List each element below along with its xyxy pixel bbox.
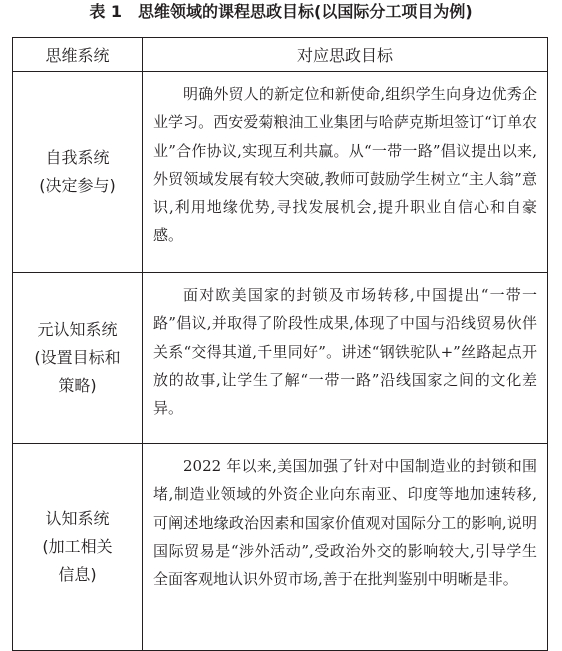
system-detail: (决定参与)	[39, 176, 116, 195]
table-row	[13, 444, 548, 651]
system-detail: (加工相关信息)	[42, 537, 113, 584]
goals-table	[12, 37, 548, 651]
system-name: 自我系统	[45, 148, 110, 167]
column-header-system: 思维系统	[13, 38, 143, 72]
goal-cell: 面对欧美国家的封锁及市场转移,中国提出“一带一路”倡议,并取得了阶段性成果,体现了中国与沿线贸易伙伴关系“交得其道,千里同好”。讲述“钢铁驼队+”丝路起点开放的故事,让学生了解“一带一路”沿线国家之间的文化差异。	[143, 273, 548, 444]
table-title: 思维领域的课程思政目标(以国际分工项目为例)	[138, 2, 473, 21]
table-row	[13, 273, 548, 444]
table-header-row	[13, 38, 548, 72]
table-caption	[0, 2, 562, 22]
system-name: 认知系统	[45, 509, 110, 528]
system-name: 元认知系统	[37, 320, 118, 339]
system-cell	[13, 273, 143, 444]
table-row	[13, 72, 548, 273]
system-cell	[13, 444, 143, 651]
system-detail: (设置目标和策略)	[34, 348, 121, 395]
goal-cell: 明确外贸人的新定位和新使命,组织学生向身边优秀企业学习。西安爱菊粮油工业集团与哈萨克斯坦签订“订单农业”合作协议,实现互利共赢。从“一带一路”倡议提出以来,外贸领域发展有较大突破,教师可鼓励学生树立“主人翁”意识,利用地缘优势,寻找发展机会,提升职业自信心和自豪感。	[143, 72, 548, 273]
table-number: 表 1	[89, 2, 123, 21]
goal-cell: 2022 年以来,美国加强了针对中国制造业的封锁和围堵,制造业领域的外资企业向东南亚、印度等地加速转移,可阐述地缘政治因素和国家价值观对国际分工的影响,说明国际贸易是“涉外活动”,受政治外交的影响较大,引导学生全面客观地认识外贸市场,善于在批判鉴别中明晰是非。	[143, 444, 548, 651]
system-cell	[13, 72, 143, 273]
column-header-goal: 对应思政目标	[143, 38, 548, 72]
